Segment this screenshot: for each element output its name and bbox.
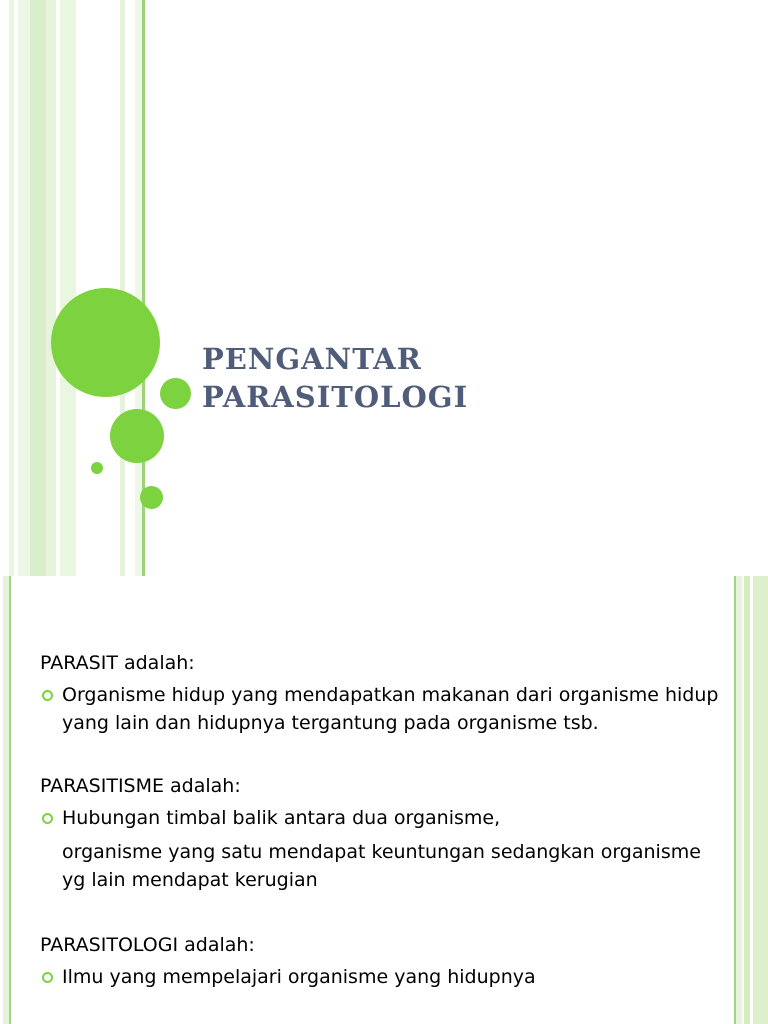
section-heading: PARASITISME adalah: <box>40 775 241 797</box>
stripe <box>9 576 11 1024</box>
stripe <box>60 0 76 576</box>
bullet-text: Ilmu yang mempelajari organisme yang hidupnya <box>62 966 536 988</box>
ring-bullet-icon <box>42 972 53 983</box>
bullet-text: Organisme hidup yang mendapatkan makanan dari organisme hidup yang lain dan hidupnya tergantung pada organisme tsb. <box>62 684 719 734</box>
definition-parasit <box>40 650 730 737</box>
stripe <box>46 0 56 576</box>
slide-title <box>202 340 468 416</box>
stripe <box>18 0 30 576</box>
definition-parasitologi <box>40 932 730 991</box>
bullet-item <box>40 804 730 832</box>
section-heading: PARASITOLOGI adalah: <box>40 934 255 956</box>
stripe <box>125 0 135 576</box>
title-line-2: PARASITOLOGI <box>202 380 469 414</box>
ring-bullet-icon <box>42 813 53 824</box>
bullet-item <box>40 681 730 737</box>
decorative-circle-small <box>160 378 191 409</box>
decorative-circle-small <box>140 486 163 509</box>
content-slide <box>0 576 768 1024</box>
slide-content <box>40 650 730 991</box>
stripe <box>30 0 46 576</box>
definition-parasitisme <box>40 773 730 894</box>
section-heading: PARASIT adalah: <box>40 652 195 674</box>
decorative-circle-dot <box>91 462 103 474</box>
title-line-1: PENGANTAR <box>202 342 422 376</box>
stripe <box>753 576 768 1024</box>
stripe <box>0 0 9 576</box>
bullet-continuation: organisme yang satu mendapat keuntungan sedangkan organisme yg lain mendapat kerugian <box>62 841 701 891</box>
decorative-circle-large <box>51 288 160 397</box>
bullet-item <box>40 963 730 991</box>
bullet-text: Hubungan timbal balik antara dua organisme, <box>62 807 501 829</box>
decorative-circle-medium <box>110 409 164 463</box>
ring-bullet-icon <box>42 690 53 701</box>
stripe <box>135 0 142 576</box>
